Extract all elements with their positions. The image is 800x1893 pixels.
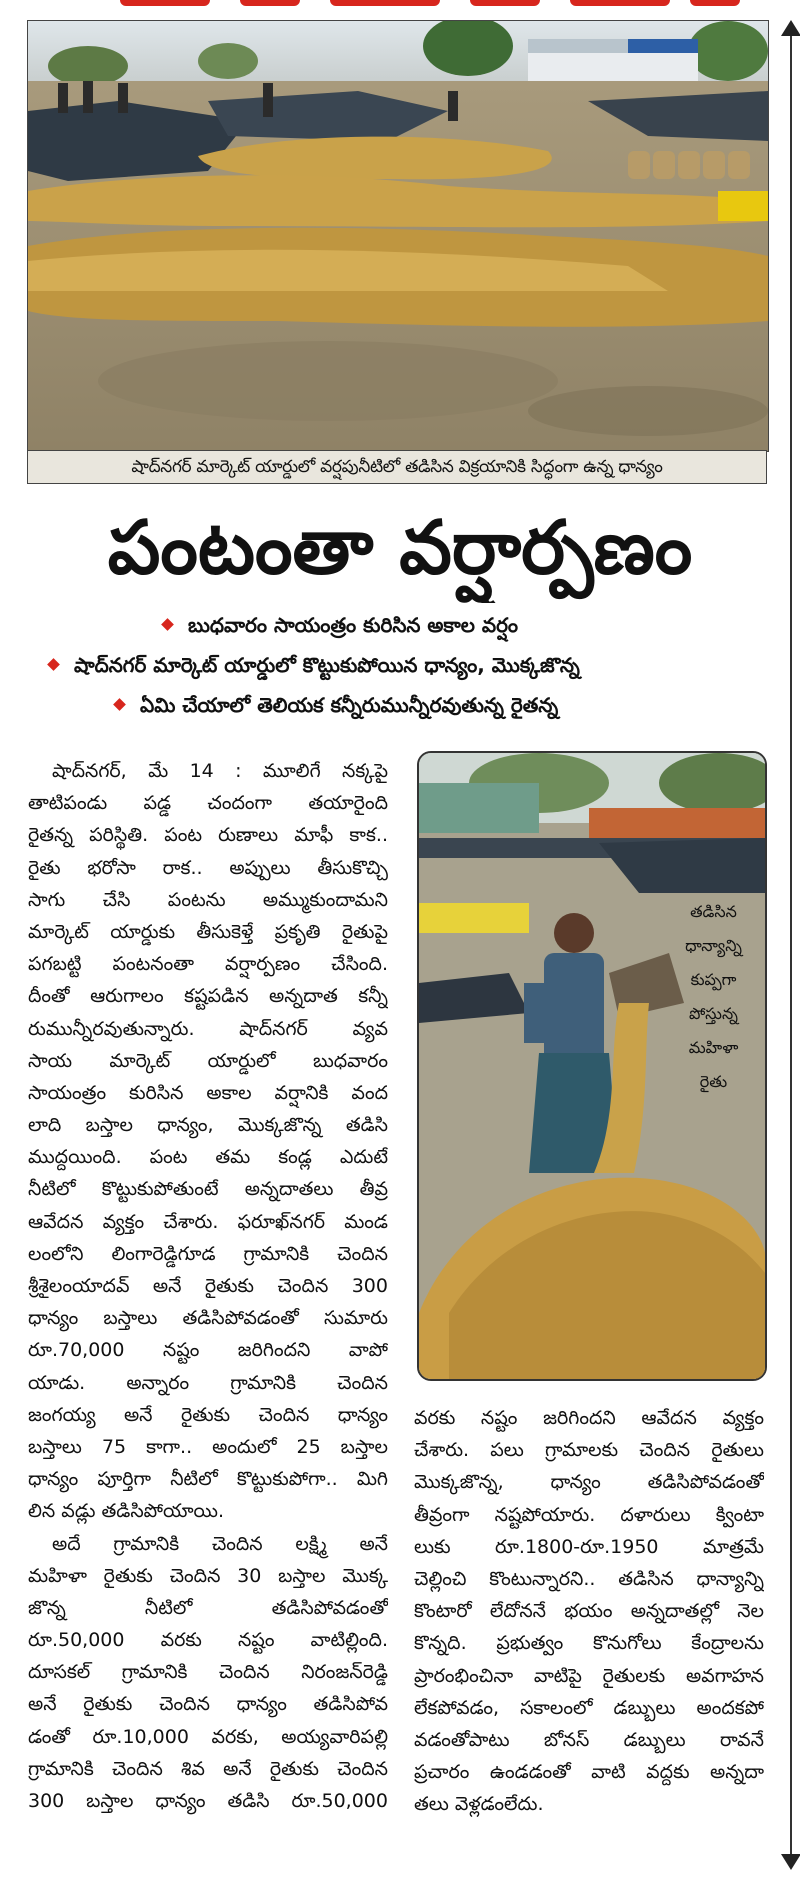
article-line: సాయంత్రం కురిసిన అకాల వర్షానికి వంద [28,1081,388,1104]
article-line: సాయ మార్కెట్ యార్డులో బుధవారం [28,1049,388,1072]
article-line: అదే గ్రామానికి చెందిన లక్ష్మి అనే [52,1532,388,1555]
caption-line: మహిళా [688,1038,739,1057]
article-right-column [414,1402,764,1820]
side-photo-caption [666,895,761,1099]
article-line: ధాన్యం బస్తాలు తడిసిపోవడంతో సుమారు [28,1307,388,1330]
article-line: రుమున్నీరవుతున్నారు. షాద్‌నగర్ వ్యవ [28,1017,388,1040]
article-line: ప్రారంభించినా వాటిపై రైతులకు అవగాహన [414,1664,764,1687]
article-line: లాది బస్తాల ధాన్యం, మొక్కజొన్న తడిసి [28,1114,388,1137]
article-line: రూ.70,000 నష్టం జరిగిందని వాపో [28,1339,388,1362]
subheading-text: ఏమి చేయాలో తెలియక కన్నీరుమున్నీరవుతున్న రైతన్న [140,693,559,717]
photo-caption: షాద్‌నగర్ మార్కెట్ యార్డులో వర్షపునీటిలో తడిసిన విక్రయానికి సిద్ధంగా ఉన్న ధాన్యం [27,450,767,484]
caption-line: రైతు [699,1072,728,1091]
caption-line: తడిసిన [690,902,737,921]
article-line: 300 బస్తాల ధాన్యం తడిసి రూ.50,000 [28,1790,388,1812]
caption-line: ధాన్యాన్ని [685,936,742,955]
arrow-down-icon [781,1854,800,1870]
subheading-text: బుధవారం సాయంత్రం కురిసిన అకాల వర్షం [188,613,519,637]
article-left-column [28,755,388,1817]
diamond-bullet-icon [161,618,174,631]
article-line: యాడు. అన్నారం గ్రామానికి చెందిన [28,1371,388,1394]
article-line: లిన వడ్లు తడిసిపోయాయి. [28,1500,225,1523]
article-line: అనే రైతుకు చెందిన ధాన్యం తడిసిపోవ [28,1693,388,1716]
article-line: చెల్లించి కొంటున్నారని.. తడిసిన ధాన్యాన్ని [414,1567,764,1590]
article-line: కొంటారో లేదోననే భయం అన్నదాతల్లో నెల [414,1600,764,1623]
article-line: దూసకల్ గ్రామానికి చెందిన నిరంజన్‌రెడ్డి [28,1661,388,1684]
caption-line: పోస్తున్న [689,1004,738,1023]
article-line: రూ.50,000 వరకు నష్టం వాటిల్లింది. [28,1629,388,1652]
column-rule [790,22,792,1860]
caption-line: కుప్పగా [690,970,737,989]
article-line: బస్తాలు 75 కాగా.. అందులో 25 బస్తాల [28,1435,388,1458]
headline: పంటంతా వర్షార్పణం [107,505,693,591]
article-line: చేశారు. పలు గ్రామాలకు చెందిన రైతులు [414,1439,764,1462]
article-line: డంతో రూ.10,000 వరకు, అయ్యవారిపల్లి [28,1725,388,1748]
article-line: తాటిపండు పడ్డ చందంగా తయారైంది [28,792,388,815]
article-line: గ్రామానికి చెందిన శివ అనే రైతుకు చెందిన [28,1757,388,1780]
article-line: లుకు రూ.1800-రూ.1950 మాత్రమే [414,1535,764,1558]
article-line: ప్రచారం ఉండడంతో వాటి వద్దకు అన్నదా [414,1761,764,1784]
diamond-bullet-icon [113,698,126,711]
cropped-previous-headline [0,0,800,12]
article-line: దీంతో ఆరుగాలం కష్టపడిన అన్నదాత కన్నీ [28,985,388,1008]
article-line: కొన్నది. ప్రభుత్వం కొనుగోలు కేంద్రాలను [414,1632,764,1655]
article-line: రైతు భరోసా రాక.. అప్పులు తీసుకొచ్చి [28,856,388,879]
market-yard-photo [27,20,769,452]
article-line: పగబట్టి పంటనంతా వర్షార్పణం చేసింది. [28,953,388,976]
article-line: మొక్కజొన్న, ధాన్యం తడిసిపోవడంతో [414,1471,764,1494]
subheading-item [163,606,518,644]
article-line: ధాన్యం పూర్తిగా నీటిలో కొట్టుకుపోగా.. మిగి [28,1468,388,1491]
article-line: వడంతోపాటు బోనస్ డబ్బులు రావనే [414,1728,764,1751]
article-line: రైతన్న పరిస్థితి. పంట రుణాలు మాఫీ కాక.. [28,824,388,847]
article-line: మార్కెట్ యార్డుకు తీసుకెళ్తే ప్రకృతి రైతుపై [28,920,388,943]
article-line: షాద్‌నగర్, మే 14 : మూలిగే నక్కపై [52,760,388,782]
article-line: సాగు చేసి పంటను అమ్ముకుందామని [28,888,388,911]
article-line: లంలోని లింగారెడ్డిగూడ గ్రామానికి చెందిన [28,1242,388,1265]
article-line: తలు వెళ్లడంలేదు. [414,1793,544,1816]
article-line: మహిళా రైతుకు చెందిన 30 బస్తాల మొక్క [28,1564,388,1587]
article-line: జొన్న నీటిలో తడిసిపోవడంతో [28,1596,388,1619]
arrow-up-icon [781,20,800,36]
article-line: ముద్దయింది. పంట తమ కండ్ల ఎదుటే [28,1146,388,1169]
subheading-item [115,686,558,724]
article-line: వరకు నష్టం జరిగిందని ఆవేదన వ్యక్తం [414,1407,764,1429]
subheading-item [49,646,580,684]
article-line: జంగయ్య అనే రైతుకు చెందిన ధాన్యం [28,1403,388,1426]
article-line: ఆవేదన వ్యక్తం చేశారు. ఫరూఖ్‌నగర్ మండ [28,1210,388,1233]
diamond-bullet-icon [47,658,60,671]
article-line: తీవ్రంగా నష్టపోయారు. దళారులు క్వింటా [414,1503,764,1526]
article-line: నీటిలో కొట్టుకుపోతుంటే అన్నదాతలు తీవ్ర [28,1178,388,1201]
subheading-text: షాద్‌నగర్ మార్కెట్ యార్డులో కొట్టుకుపోయిన ధాన్యం, మొక్కజొన్న [74,653,580,677]
article-line: లేకపోవడం, సకాలంలో డబ్బులు అందకపో [414,1696,764,1719]
article-line: శ్రీశైలంయాదవ్ అనే రైతుకు చెందిన 300 [28,1275,388,1297]
